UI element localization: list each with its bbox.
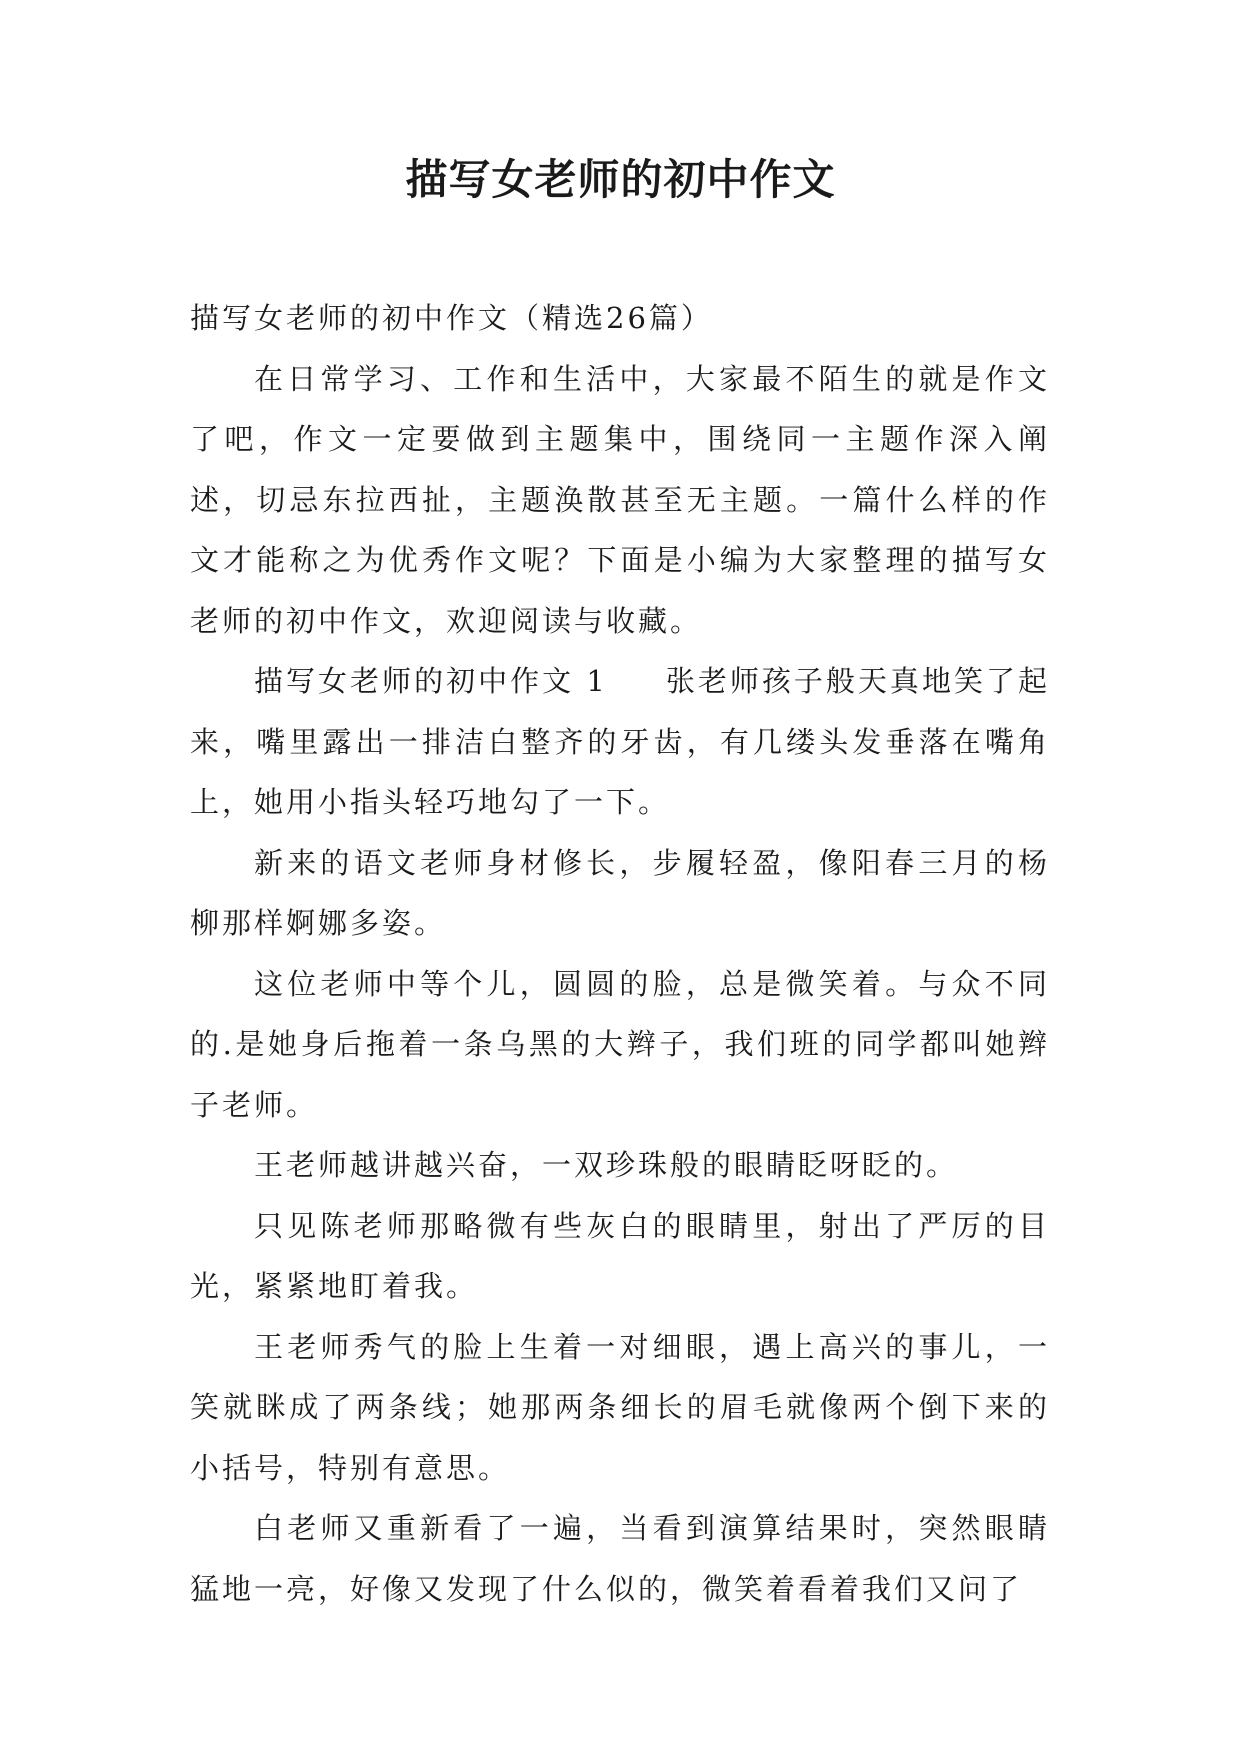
body-paragraph: 这位老师中等个儿，圆圆的脸，总是微笑着。与众不同的.是她身后拖着一条乌黑的大辫子，我们班的同学都叫她辫子老师。 xyxy=(190,966,1050,1122)
essay-first-text: 张老师孩子般天真地笑了起来，嘴里露出一排洁白整齐的牙齿，有几缕头发垂落在嘴角上，她用小指头轻巧地勾了一下。 xyxy=(190,664,1050,819)
body-paragraph: 王老师越讲越兴奋，一双珍珠般的眼睛眨呀眨的。 xyxy=(254,1148,959,1182)
body-paragraph: 白老师又重新看了一遍，当看到演算结果时，突然眼睛猛地一亮，好像又发现了什么似的，微笑着看着我们又问了 xyxy=(190,1511,1050,1606)
body-paragraph: 新来的语文老师身材修长，步履轻盈，像阳春三月的杨柳那样婀娜多姿。 xyxy=(190,845,1050,940)
document-title: 描写女老师的初中作文 xyxy=(405,155,836,204)
intro-paragraph: 在日常学习、工作和生活中，大家最不陌生的就是作文了吧，作文一定要做到主题集中，围绕同一主题作深入阐述，切忌东拉西扯，主题涣散甚至无主题。一篇什么样的作文才能称之为优秀作文呢？下面是小编为大家整理的描写女老师的初中作文，欢迎阅读与收藏。 xyxy=(190,361,1050,638)
document-body xyxy=(190,288,1050,1619)
document-subtitle: 描写女老师的初中作文（精选26篇） xyxy=(190,301,713,335)
body-paragraph: 王老师秀气的脸上生着一对细眼，遇上高兴的事儿，一笑就眯成了两条线；她那两条细长的眉毛就像两个倒下来的小括号，特别有意思。 xyxy=(190,1329,1050,1485)
essay-heading: 描写女老师的初中作文 1 xyxy=(254,664,608,698)
body-paragraph: 只见陈老师那略微有些灰白的眼睛里，射出了严厉的目光，紧紧地盯着我。 xyxy=(190,1208,1050,1303)
essay-1-paragraph xyxy=(190,651,1050,833)
